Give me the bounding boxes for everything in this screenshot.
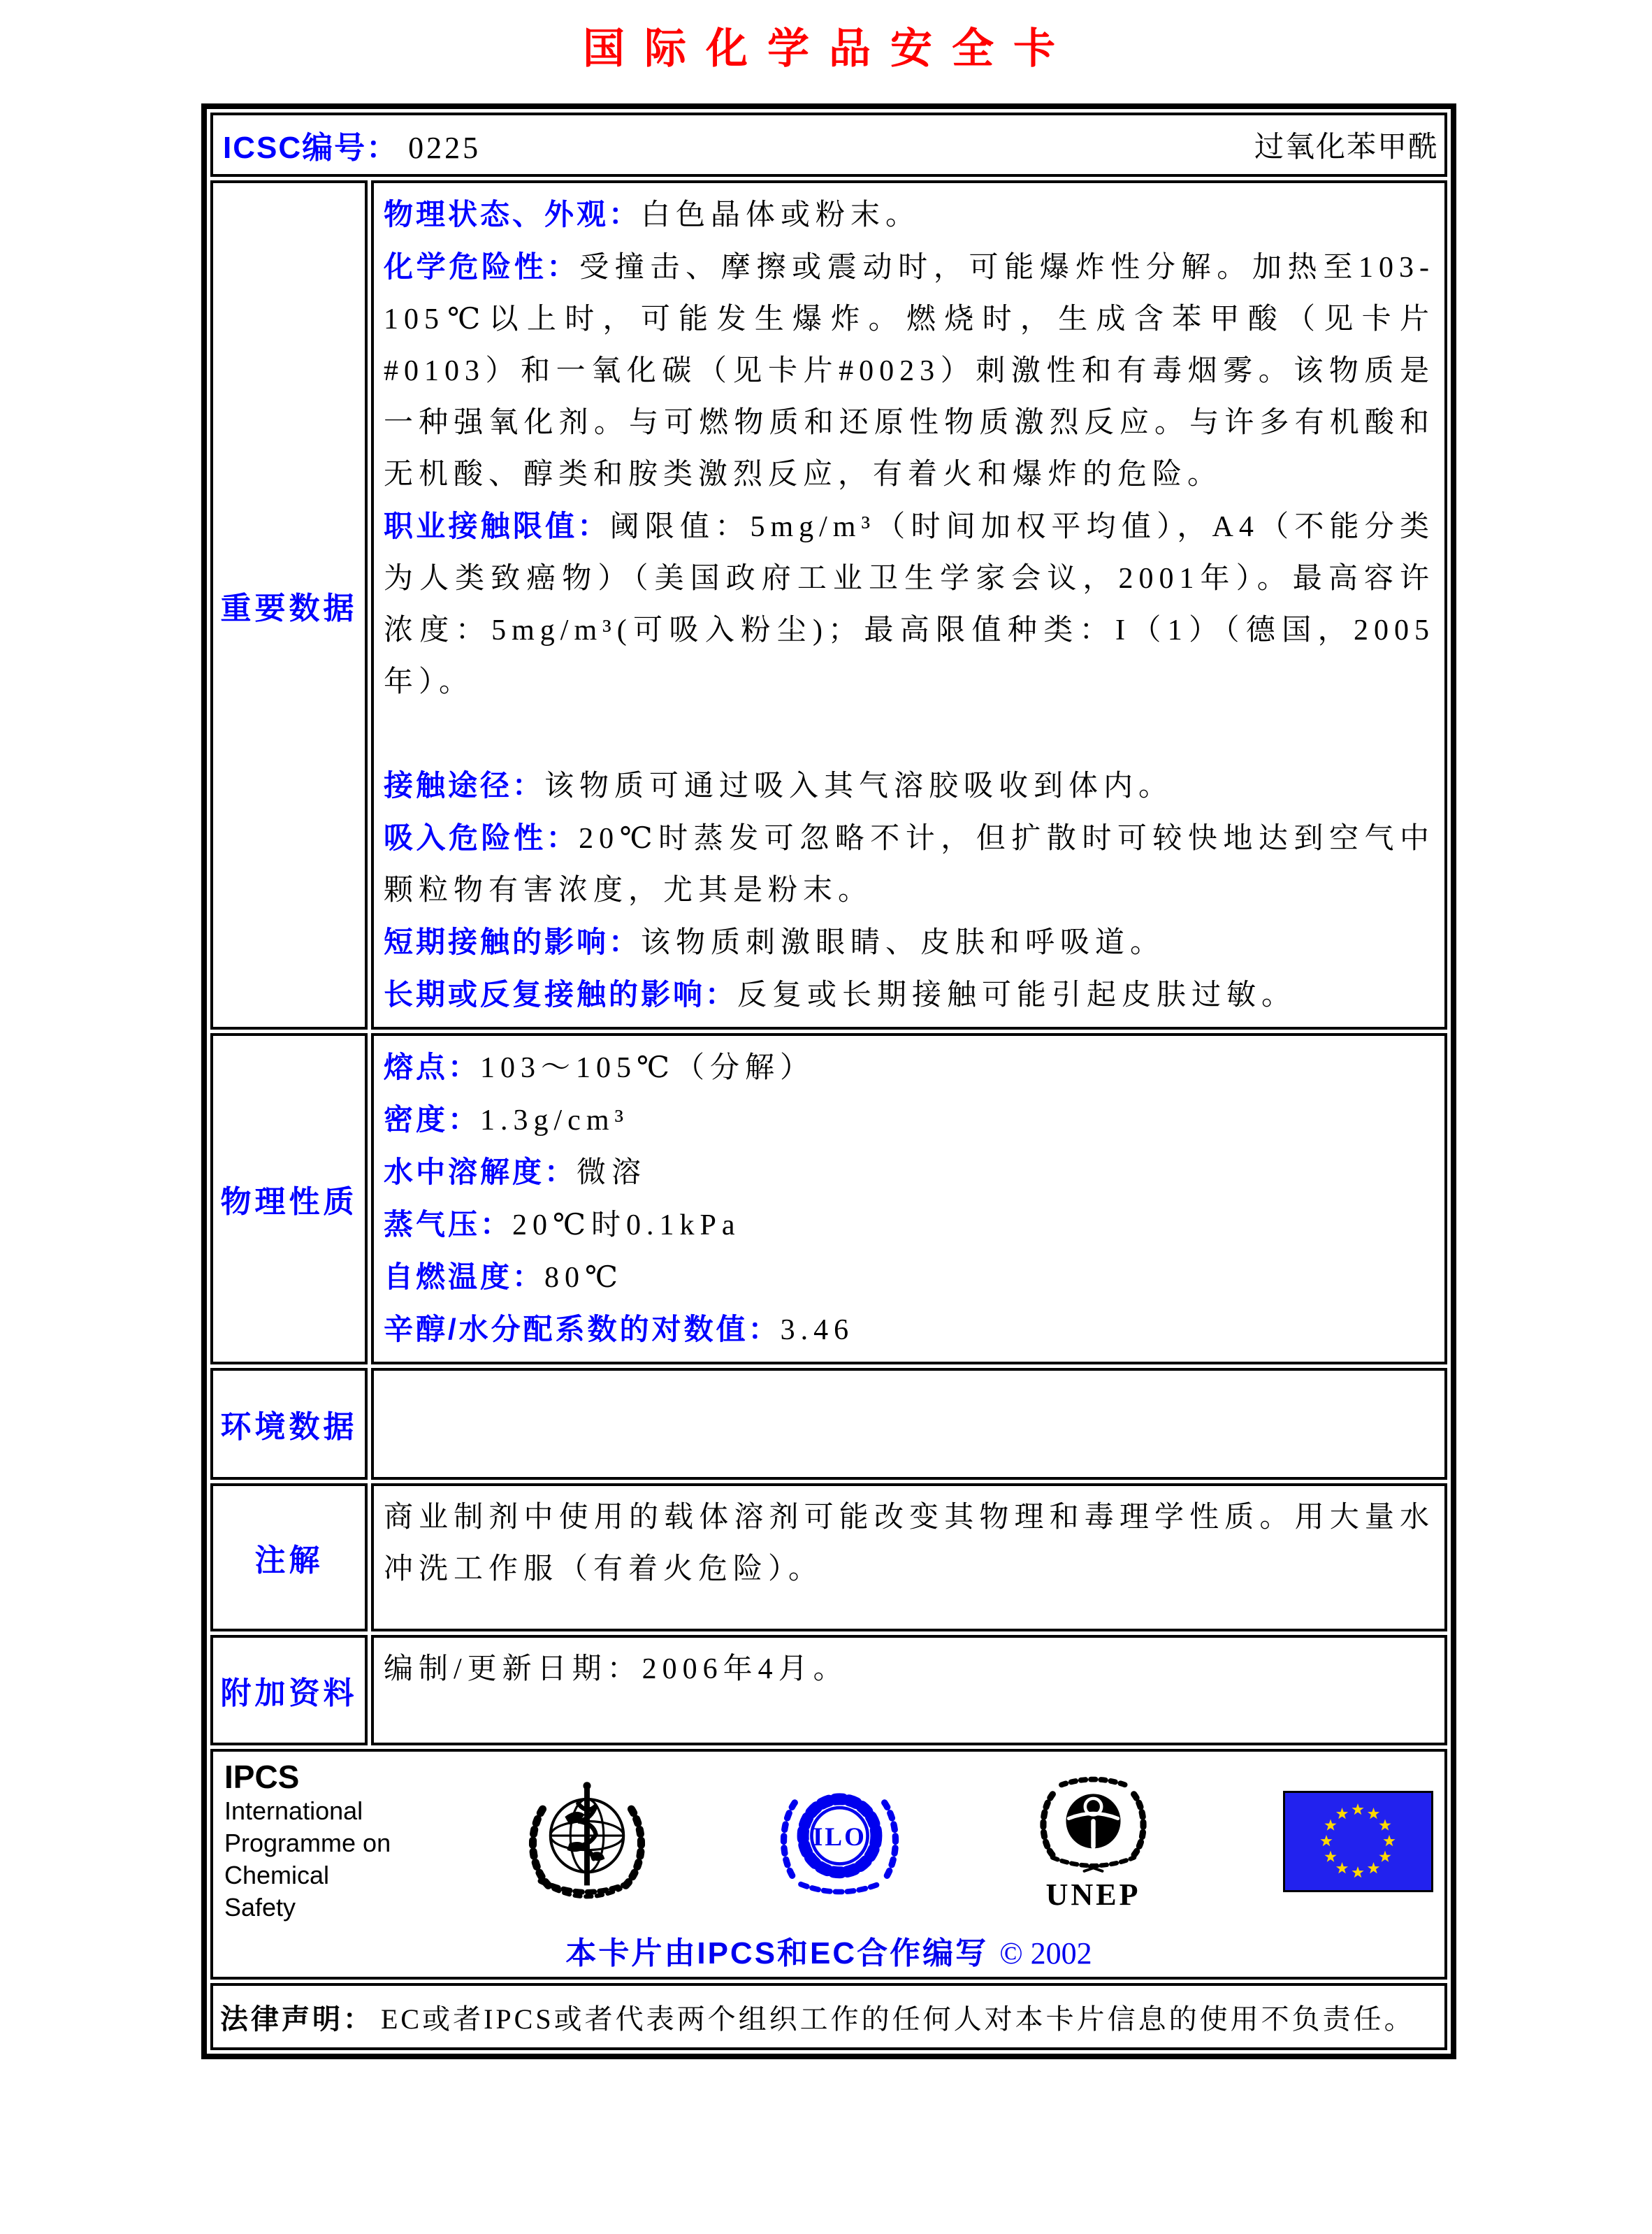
data-item: [384, 812, 1435, 916]
data-item: [384, 500, 1435, 708]
environmental-data-content: [371, 1368, 1447, 1480]
ilo-logo-icon: [775, 1775, 904, 1908]
data-item: [384, 969, 1435, 1021]
ipcs-acronym: IPCS: [224, 1759, 300, 1795]
field-value: 2006年4月。: [642, 1653, 848, 1685]
field-label: 密度：: [384, 1103, 481, 1136]
physical-properties-content: [371, 1033, 1447, 1364]
ipcs-line: International: [224, 1796, 363, 1825]
ipcs-line: Chemical Safety: [224, 1861, 330, 1922]
field-label: 短期接触的影响：: [384, 925, 642, 958]
field-label: 接触途径：: [384, 769, 545, 802]
eu-flag-icon: [1283, 1791, 1433, 1892]
row-label-notes: [210, 1483, 368, 1631]
data-item: [384, 1251, 1435, 1304]
field-value: 受撞击、摩擦或震动时，可能爆炸性分解。加热至103-105℃以上时，可能发生爆炸。燃烧时，生成含苯甲酸（见卡片#0103）和一氧化碳（见卡片#0023）刺激性和有毒烟雾。该物质是一种强氧化剂。与可燃物质和还原性物质激烈反应。与许多有机酸和无机酸、醇类和胺类激烈反应，有着火和爆炸的危险。: [384, 252, 1435, 491]
field-value: 该物质刺激眼睛、皮肤和呼吸道。: [641, 927, 1166, 959]
field-label: 自燃温度：: [384, 1260, 545, 1293]
field-value: 白色晶体或粉末。: [641, 199, 921, 231]
logo-strip: [224, 1759, 1433, 1924]
ipcs-line: Programme on: [224, 1829, 391, 1857]
field-label: 熔点：: [384, 1051, 481, 1083]
copyright-text: © 2002: [999, 1936, 1092, 1970]
ipcs-logo: [224, 1759, 399, 1924]
icsc-number-group: [223, 122, 481, 167]
data-item: [384, 1199, 1435, 1251]
row-label-text: 注解: [254, 1543, 324, 1578]
field-value: 微溶: [577, 1157, 647, 1189]
caption-text: 本卡片由IPCS和EC合作编写: [565, 1936, 989, 1970]
data-item: [384, 916, 1435, 969]
data-item: [384, 1304, 1435, 1356]
logos-row: [210, 1749, 1447, 1980]
field-value: 103～105℃（分解）: [480, 1052, 815, 1084]
field-value: 阈限值：5mg/m³（时间加权平均值），A4（不能分类为人类致癌物）（美国政府工业卫生学家会议，2001年）。最高容许浓度：5mg/m³(可吸入粉尘)；最高限值种类：I（1）（德国，2005年）。: [384, 511, 1435, 698]
row-label-text: 重要数据: [220, 591, 358, 626]
field-label: 辛醇/水分配系数的对数值：: [384, 1313, 781, 1346]
row-label-text: 物理性质: [220, 1185, 358, 1219]
additional-information-content: [371, 1635, 1447, 1745]
field-label: 水中溶解度：: [384, 1155, 577, 1188]
field-value: 该物质可通过吸入其气溶胶吸收到体内。: [544, 770, 1174, 802]
icsc-number-label: ICSC编号：: [223, 131, 399, 165]
field-value: 3.46: [780, 1314, 855, 1346]
unep-logo-text: UNEP: [1045, 1878, 1141, 1912]
field-label: 职业接触限值：: [384, 510, 610, 542]
header-row: [210, 113, 1447, 177]
field-value: 80℃: [544, 1262, 623, 1294]
row-label-physical-properties: [210, 1033, 368, 1364]
data-item: 商业制剂中使用的载体溶剂可能改变其物理和毒理学性质。用大量水冲洗工作服（有着火危险）。: [384, 1501, 1435, 1585]
field-value: 1.3g/cm³: [480, 1104, 630, 1137]
field-value: 20℃时0.1kPa: [512, 1209, 741, 1241]
unep-logo-icon: [1025, 1768, 1161, 1914]
data-item: [384, 1042, 1435, 1094]
row-label-text: 环境数据: [220, 1410, 358, 1444]
field-label: 长期或反复接触的影响：: [384, 978, 738, 1011]
field-label: 化学危险性：: [384, 250, 580, 283]
row-label-important-data: [210, 180, 368, 1030]
field-label: 物理状态、外观：: [384, 198, 642, 231]
cooperation-caption: [224, 1928, 1433, 1973]
legal-notice-text: EC或者IPCS或者代表两个组织工作的任何人对本卡片信息的使用不负责任。: [381, 2003, 1415, 2035]
data-item: [384, 760, 1435, 812]
data-item: [384, 1094, 1435, 1146]
field-label: 吸入危险性：: [384, 821, 579, 854]
data-item: [384, 241, 1435, 500]
legal-notice-label: 法律声明：: [220, 2003, 374, 2035]
icsc-card-table: [201, 103, 1456, 2059]
legal-row: [210, 1983, 1447, 2050]
field-label: 编制/更新日期：: [384, 1653, 642, 1685]
ilo-logo-text: ILO: [812, 1823, 867, 1852]
icsc-number-value: 0225: [408, 131, 481, 165]
field-value: 20℃时蒸发可忽略不计，但扩散时可较快地达到空气中颗粒物有害浓度，尤其是粉末。: [384, 823, 1435, 907]
who-logo-icon: [521, 1775, 653, 1908]
data-item: [384, 189, 1435, 241]
data-item: [384, 1146, 1435, 1199]
important-data-content: [371, 180, 1447, 1030]
row-label-text: 附加资料: [220, 1676, 358, 1710]
data-item: [384, 1643, 1435, 1695]
page-title: 国际化学品安全卡: [583, 26, 1075, 72]
notes-content: [371, 1483, 1447, 1631]
field-value: 反复或长期接触可能引起皮肤过敏。: [737, 979, 1297, 1011]
row-label-additional-information: [210, 1635, 368, 1745]
field-label: 蒸气压：: [384, 1208, 513, 1241]
chemical-name: 过氧化苯甲酰: [1254, 131, 1439, 164]
row-label-environmental-data: [210, 1368, 368, 1480]
